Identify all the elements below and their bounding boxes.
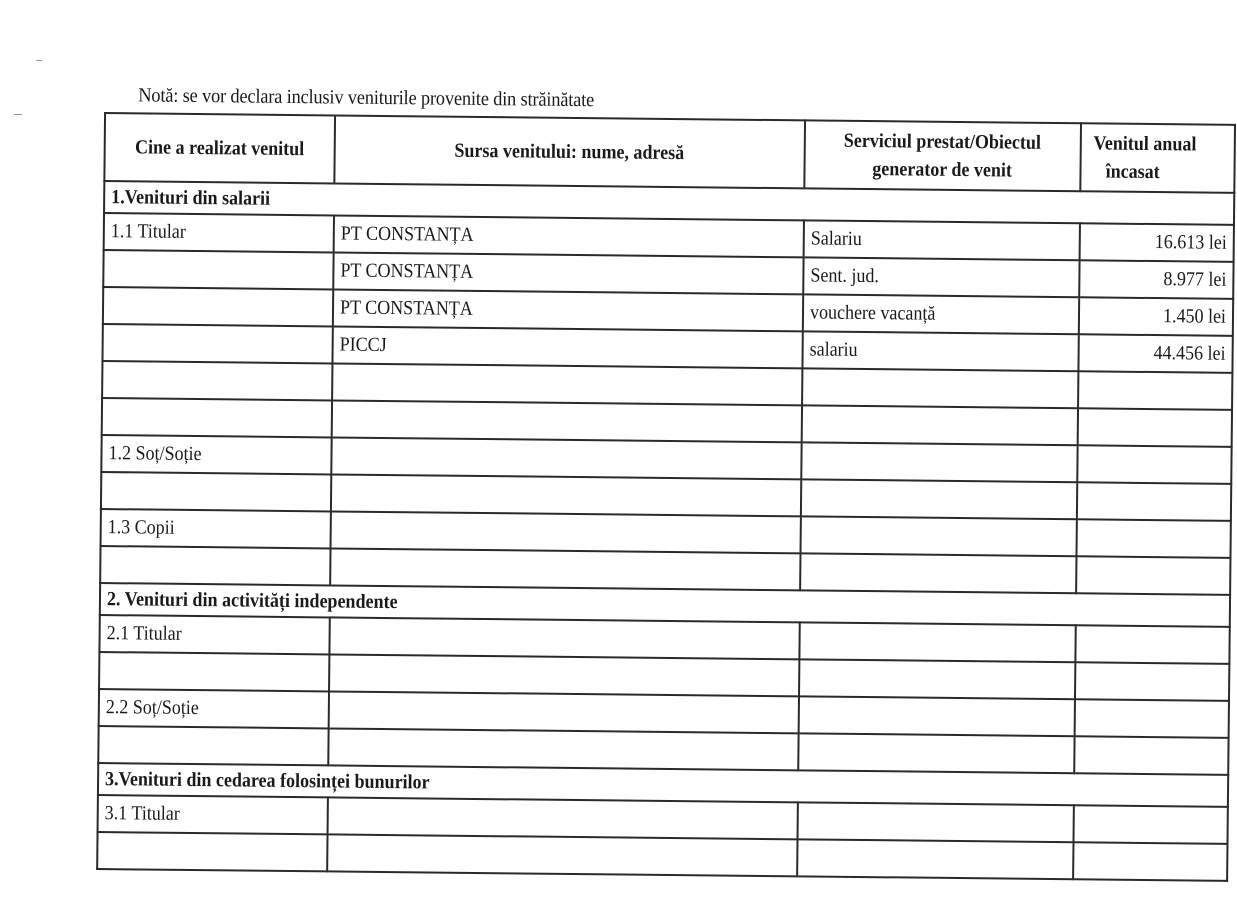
cell-amount [1075,699,1229,738]
header-service-line2: generator de venit [872,158,1013,182]
cell-source [330,548,800,590]
cell-amount: 16.613 lei [1080,223,1234,262]
cell-service [797,839,1073,879]
cell-service [799,659,1075,699]
cell-source [328,728,798,770]
cell-who [103,287,333,326]
header-income-line2: încasat [1105,160,1160,184]
cell-service [800,553,1076,593]
cell-source [329,691,799,733]
cell-amount: 1.450 lei [1079,297,1233,336]
cell-service [801,442,1077,482]
cell-amount [1078,371,1232,410]
cell-who [103,250,333,289]
cell-source: PT CONSTANȚA [333,289,803,331]
income-declaration-table [96,112,1236,882]
cell-amount [1075,625,1229,664]
cell-who [102,324,332,363]
cell-source [331,474,801,516]
cell-service [799,696,1075,736]
cell-who [102,361,332,400]
note-text: Notă: se vor declara inclusiv veniturile provenite din străinătate [138,84,595,112]
header-service [804,120,1081,191]
cell-service: vouchere vacanță [803,294,1079,334]
cell-amount [1075,662,1229,701]
cell-service [798,733,1074,773]
cell-who [97,832,327,871]
cell-who: 1.1 Titular [104,213,334,252]
cell-amount [1077,482,1231,521]
cell-service [798,802,1074,842]
cell-amount: 8.977 lei [1079,260,1233,299]
header-who: Cine a realizat venitul [104,113,335,183]
cell-who: 1.3 Copii [101,509,331,548]
header-row [104,113,1235,193]
cell-source: PICCJ [332,326,802,368]
cell-source [331,511,801,553]
cell-who [98,726,328,765]
cell-amount: 44.456 lei [1078,334,1232,373]
cell-who: 3.1 Titular [98,795,328,834]
cell-amount [1078,408,1232,447]
cell-service: Salariu [804,220,1080,260]
section-property-use-title: 3.Venituri din cedarea folosinței bunurilor [98,763,1228,807]
cell-amount [1073,805,1227,844]
cell-source [329,654,799,696]
header-income [1080,123,1235,193]
cell-source [327,834,797,876]
cell-service: salariu [802,331,1078,371]
cell-source [332,363,802,405]
cell-service [799,622,1075,662]
cell-source: PT CONSTANȚA [333,252,803,294]
cell-source: PT CONSTANȚA [334,215,804,257]
cell-service [802,405,1078,445]
cell-amount [1074,736,1228,775]
header-source: Sursa venitului: nume, adresă [334,115,805,188]
section-independent-title: 2. Venituri din activități independente [100,583,1230,627]
header-service-line1: Serviciul prestat/Obiectul [844,129,1042,154]
cell-source [329,617,799,659]
cell-who [102,398,332,437]
section-salaries-title: 1.Venituri din salarii [104,181,1234,225]
cell-service: Sent. jud. [803,257,1079,297]
cell-who [99,652,329,691]
cell-source [332,400,802,442]
cell-who: 1.2 Soț/Soție [101,435,331,474]
cell-who: 2.1 Titular [99,615,329,654]
cell-amount [1076,519,1230,558]
cell-source [328,797,798,839]
cell-service [801,516,1077,556]
header-income-line1: Venitul anual [1093,132,1197,156]
cell-who [101,472,331,511]
cell-who: 2.2 Soț/Soție [99,689,329,728]
cell-who [100,546,330,585]
cell-amount [1076,556,1230,595]
cell-amount [1077,445,1231,484]
cell-amount [1073,842,1227,881]
cell-service [801,479,1077,519]
cell-source [331,437,801,479]
cell-service [802,368,1078,408]
